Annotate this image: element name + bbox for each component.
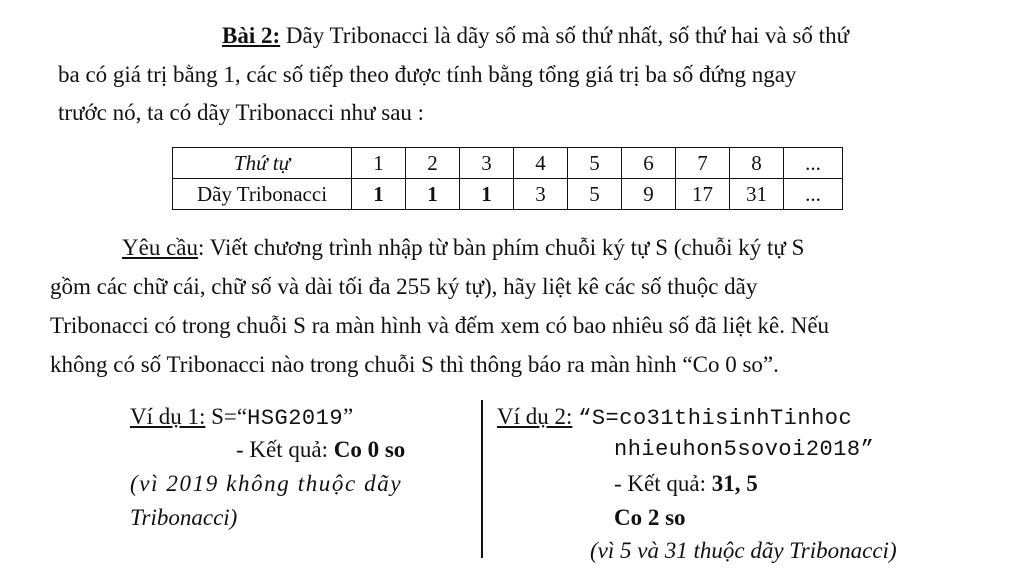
example-2-line-3 [614,470,758,498]
requirement-line-4: không có số Tribonacci nào trong chuỗi S thì thông báo ra màn hình “Co 0 so”. [50,352,779,377]
requirement-line-3: Tribonacci có trong chuỗi S ra màn hình và đếm xem có bao nhiêu số đã liệt kê. Nếu [50,313,830,338]
requirement-line-1 [122,234,804,262]
example-2-note: (vì 5 và 31 thuộc dãy Tribonacci) [590,538,897,563]
table-row-sequence [173,179,843,210]
tribonacci-table [172,147,843,210]
order-cell: 3 [460,148,514,179]
example-2-count: Co 2 so [614,505,686,530]
sequence-cell: 1 [406,179,460,210]
row-label-sequence: Dãy Tribonacci [173,179,352,210]
requirement-line-2: gồm các chữ cái, chữ số và dài tối đa 255 ký tự), hãy liệt kê các số thuộc dãy [50,274,758,299]
example-1-s-prefix: S=“ [211,404,248,429]
intro-line-2: ba có giá trị bằng 1, các số tiếp theo được tính bằng tổng giá trị ba số đứng ngay [58,62,797,87]
sequence-cell: 31 [730,179,784,210]
example-1-note-1: (vì 2019 không thuộc dãy [130,471,403,496]
example-1-line-1 [130,403,353,433]
order-cell: 1 [352,148,406,179]
example-2-s-line-2: nhieuhon5sovoi2018” [614,437,875,462]
exercise-heading: Bài 2: [222,23,281,48]
example-1-result-label: - Kết quả: [236,437,328,462]
order-cell: 5 [568,148,622,179]
order-cell-ellipsis: ... [784,148,843,179]
example-1-s-value: HSG2019 [247,406,344,431]
example-2-label: Ví dụ 2: [497,404,573,429]
intro-text-1: Dãy Tribonacci là dãy số mà số thứ nhất, số thứ hai và số thứ [285,23,850,48]
example-1-s-suffix: ” [343,404,354,429]
intro-line-1 [222,22,849,50]
example-1-note-2: Tribonacci) [130,505,238,530]
example-2-line-1 [497,403,852,433]
example-1-line-2 [236,436,405,464]
examples-divider [481,400,483,558]
order-cell: 6 [622,148,676,179]
sequence-cell-ellipsis: ... [784,179,843,210]
example-2-result-label: - Kết quả: [614,471,706,496]
table-row-order [173,148,843,179]
example-2-s-line-1: “S=co31thisinhTinhoc [578,406,853,431]
sequence-cell: 1 [460,179,514,210]
sequence-cell: 9 [622,179,676,210]
example-2-result-value: 31, 5 [711,471,758,496]
intro-line-3: trước nó, ta có dãy Tribonacci như sau : [58,100,425,125]
order-cell: 2 [406,148,460,179]
example-1-result-value: Co 0 so [333,437,406,462]
sequence-cell: 5 [568,179,622,210]
sequence-cell: 1 [352,179,406,210]
sequence-cell: 3 [514,179,568,210]
order-cell: 4 [514,148,568,179]
row-label-order: Thứ tự [173,148,352,179]
requirement-text-1: : Viết chương trình nhập từ bàn phím chuỗi ký tự S (chuỗi ký tự S [198,235,805,260]
order-cell: 8 [730,148,784,179]
sequence-cell: 17 [676,179,730,210]
example-1-label: Ví dụ 1: [130,404,206,429]
requirement-label: Yêu cầu [122,235,198,260]
order-cell: 7 [676,148,730,179]
